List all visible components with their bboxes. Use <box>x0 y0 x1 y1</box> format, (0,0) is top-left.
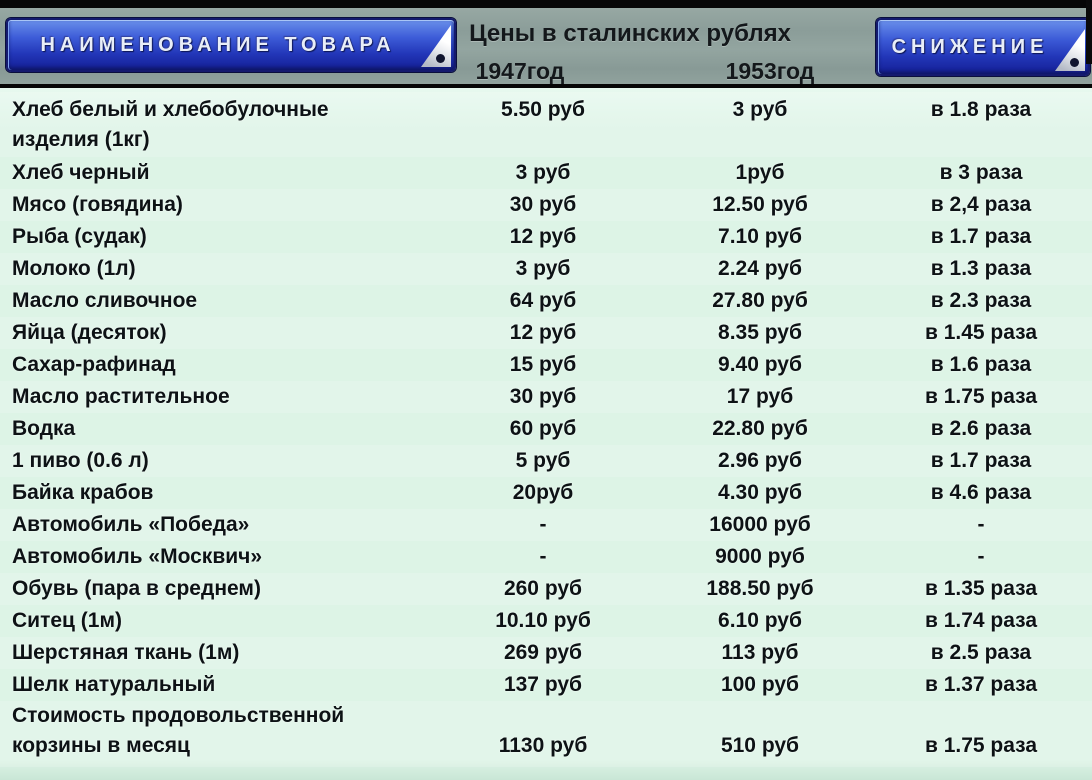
price-1947-cell: 1130 руб <box>498 734 588 757</box>
product-name-cell: Ситец (1м) <box>12 609 122 632</box>
price-group-title: Цены в сталинских рублях <box>469 20 791 47</box>
price-1953-cell: 510 руб <box>720 734 800 757</box>
reduction-cell: в 1.8 раза <box>930 98 1032 121</box>
product-name-cell: Автомобиль «Победа» <box>12 513 250 536</box>
table-row <box>0 477 1092 509</box>
product-name-cell: Мясо (говядина) <box>12 193 183 216</box>
price-1947-cell: 10.10 руб <box>495 609 591 632</box>
reduction-cell: - <box>977 513 985 536</box>
product-name-header-button[interactable] <box>6 18 456 72</box>
reduction-cell: в 1.75 раза <box>924 385 1038 408</box>
right-edge-bar <box>1086 0 1092 64</box>
table-row <box>0 605 1092 637</box>
table-row <box>0 349 1092 381</box>
year-1953-column-header: 1953год <box>725 58 815 84</box>
price-1947-cell: 30 руб <box>509 193 577 216</box>
table-row <box>0 701 1092 767</box>
price-1947-cell: - <box>539 545 547 568</box>
table-row <box>0 285 1092 317</box>
price-1947-cell: - <box>539 513 547 536</box>
product-name-cell: Яйца (десяток) <box>12 321 167 344</box>
reduction-cell: в 1.45 раза <box>924 321 1038 344</box>
table-row <box>0 509 1092 541</box>
reduction-cell: - <box>977 545 985 568</box>
reduction-cell: в 3 раза <box>939 161 1023 184</box>
price-1947-cell: 12 руб <box>509 321 577 344</box>
reduction-cell: в 4.6 раза <box>930 481 1032 504</box>
reduction-cell: в 2,4 раза <box>930 193 1032 216</box>
table-row <box>0 221 1092 253</box>
product-name-cell: Обувь (пара в среднем) <box>12 577 261 600</box>
price-1947-cell: 20руб <box>512 481 574 504</box>
price-1953-cell: 27.80 руб <box>712 289 808 312</box>
table-row <box>0 253 1092 285</box>
price-1953-cell: 113 руб <box>721 641 799 664</box>
price-1947-cell: 12 руб <box>509 225 577 248</box>
price-1953-cell: 12.50 руб <box>712 193 808 216</box>
reduction-cell: в 1.37 раза <box>924 673 1038 696</box>
table-row <box>0 573 1092 605</box>
price-1953-cell: 3 руб <box>732 98 788 121</box>
price-1947-cell: 64 руб <box>509 289 577 312</box>
price-1947-cell: 5 руб <box>515 449 571 472</box>
price-1953-cell: 8.35 руб <box>718 321 802 344</box>
price-1953-cell: 9000 руб <box>715 545 805 568</box>
price-1953-cell: 7.10 руб <box>718 225 802 248</box>
top-edge-bar <box>0 0 1092 8</box>
product-name-header-label: НАИМЕНОВАНИЕ ТОВАРА <box>40 33 396 56</box>
reduction-cell: в 2.6 раза <box>930 417 1032 440</box>
price-1947-cell: 60 руб <box>509 417 577 440</box>
product-name-cell: Масло растительное <box>12 385 230 408</box>
table-row <box>0 413 1092 445</box>
price-1953-cell: 9.40 руб <box>718 353 802 376</box>
price-1953-cell: 2.24 руб <box>718 257 802 280</box>
price-1953-cell: 1руб <box>735 161 785 184</box>
reduction-header-button[interactable] <box>876 18 1090 76</box>
product-name-cell: Молоко (1л) <box>12 257 136 280</box>
reduction-header-label: СНИЖЕНИЕ <box>891 35 1049 58</box>
curl-dot-icon <box>1070 58 1079 67</box>
price-1953-cell: 100 руб <box>720 673 800 696</box>
reduction-cell: в 1.74 раза <box>924 609 1038 632</box>
price-1953-cell: 16000 руб <box>709 513 811 536</box>
product-name-cell: Стоимость продовольственной корзины в месяц <box>12 704 345 757</box>
product-name-cell: Водка <box>12 417 76 440</box>
table-row <box>0 92 1092 157</box>
price-table-body <box>0 88 1092 780</box>
price-1947-cell: 260 руб <box>503 577 583 600</box>
reduction-cell: в 1.7 раза <box>930 449 1032 472</box>
price-1947-cell: 30 руб <box>509 385 577 408</box>
reduction-cell: в 1.7 раза <box>930 225 1032 248</box>
year-1947-column-header: 1947год <box>475 58 565 84</box>
product-name-cell: Байка крабов <box>12 481 154 504</box>
reduction-cell: в 2.3 раза <box>930 289 1032 312</box>
price-1953-cell: 4.30 руб <box>718 481 802 504</box>
table-row <box>0 157 1092 189</box>
product-name-cell: Шелк натуральный <box>12 673 216 696</box>
price-1947-cell: 5.50 руб <box>501 98 585 121</box>
table-row <box>0 445 1092 477</box>
table-row <box>0 637 1092 669</box>
price-1953-cell: 22.80 руб <box>712 417 808 440</box>
reduction-cell: в 1.3 раза <box>930 257 1032 280</box>
price-1947-cell: 137 руб <box>503 673 583 696</box>
table-row <box>0 317 1092 349</box>
product-name-cell: Хлеб черный <box>12 161 150 184</box>
product-name-cell: 1 пиво (0.6 л) <box>12 449 149 472</box>
reduction-cell: в 1.6 раза <box>930 353 1032 376</box>
price-1953-cell: 188.50 руб <box>706 577 814 600</box>
reduction-cell: в 1.35 раза <box>924 577 1038 600</box>
price-1953-cell: 6.10 руб <box>718 609 802 632</box>
price-1953-cell: 2.96 руб <box>718 449 802 472</box>
price-1947-cell: 3 руб <box>515 257 571 280</box>
reduction-cell: в 2.5 раза <box>930 641 1032 664</box>
product-name-cell: Сахар-рафинад <box>12 353 176 376</box>
table-row <box>0 541 1092 573</box>
table-row <box>0 381 1092 413</box>
price-1947-cell: 15 руб <box>509 353 577 376</box>
product-name-cell: Масло сливочное <box>12 289 198 312</box>
reduction-cell: в 1.75 раза <box>924 734 1038 757</box>
table-row <box>0 189 1092 221</box>
product-name-cell: Автомобиль «Москвич» <box>12 545 263 568</box>
product-name-cell: Шерстяная ткань (1м) <box>12 641 240 664</box>
table-row <box>0 669 1092 701</box>
product-name-cell: Хлеб белый и хлебобулочные изделия (1кг) <box>12 98 329 151</box>
price-1947-cell: 269 руб <box>503 641 583 664</box>
price-1947-cell: 3 руб <box>515 161 571 184</box>
product-name-cell: Рыба (судак) <box>12 225 147 248</box>
table-header <box>0 8 1092 84</box>
price-1953-cell: 17 руб <box>726 385 794 408</box>
